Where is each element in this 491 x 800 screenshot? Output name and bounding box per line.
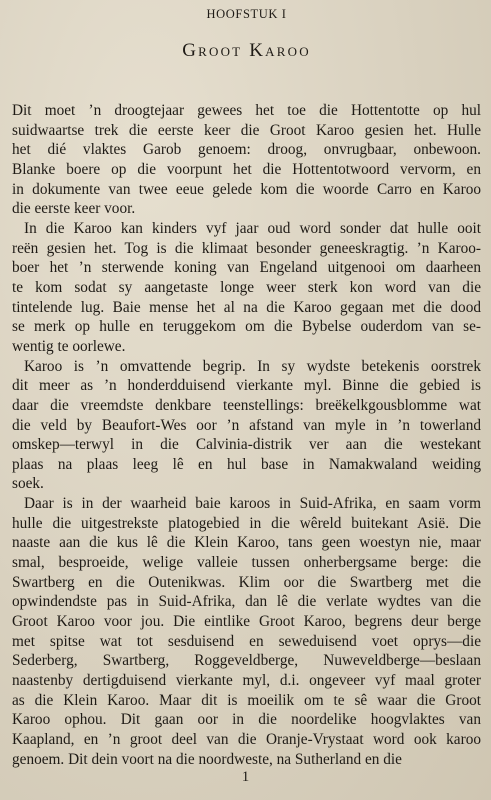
text-line: Dit moet ’n droogtejaar gewees het toe die Hottentotte op hul [12, 102, 481, 119]
text-line: boer het ’n sterwende koning van Engeland uitgenooi om daarheen [12, 259, 481, 277]
paragraph [12, 219, 481, 357]
text-line: In die Karoo kan kinders vyf jaar oud word sonder dat hulle ooit [24, 219, 481, 237]
text-line: smal, besproeide, welige valleie tussen onherbergsame berge: die [12, 554, 481, 572]
text-line: daar die vreemdste denkbare teenstellings: breëkelkgousblomme wat [12, 396, 481, 414]
text-line: Swartberg en die Outenikwas. Klim oor die Swartberg met die [12, 573, 481, 591]
chapter-title: Groot Karoo [182, 40, 311, 61]
text-line: naaste aan die kus lê die Klein Karoo, tans geen woestyn nie, maar [12, 534, 481, 552]
text-line: Daar is in der waarheid baie karoos in Suid-Afrika, en saam vorm [24, 495, 481, 513]
chapter-heading: HOOFSTUK I [206, 7, 287, 21]
text-line: die eerste keer voor. [12, 200, 136, 218]
text-line: Sederberg, Swartberg, Roggeveldberge, Nuweveldberge—beslaan [12, 652, 481, 670]
body-text [12, 101, 481, 769]
text-line: Kaapland, en ’n groot deel van die Oranje-Vrystaat word ook karoo [12, 731, 481, 748]
text-line: wentig te oorlewe. [12, 337, 126, 355]
text-line: naastenby dertigduisend vierkante myl, d.i. ongeveer vyf maal groter [12, 672, 481, 690]
page-number: 1 [241, 769, 250, 785]
text-line: tintelende lug. Baie mense het al na die Karoo gegaan met die dood [12, 298, 481, 316]
text-line: genoem. Dit dein voort na die noordweste, na Sutherland en die [12, 750, 402, 768]
text-line: die veld by Beaufort-Wes oor ’n afstand van myle in ’n towerland [12, 416, 481, 434]
text-line: met spitse wat tot sesduisend en seweduisend voet oprys—die [12, 632, 481, 650]
text-line: Karoo ophou. Dit gaan oor in die noordelike hoogvlaktes van [12, 711, 481, 729]
text-line: plaas na plaas leeg lê en hul base in Namakwaland weiding [12, 455, 481, 473]
text-line: Karoo is ’n omvattende begrip. In sy wydste betekenis oorstrek [24, 357, 481, 375]
text-line: soek. [12, 475, 44, 493]
text-line: te kom sodat sy aangetaste longe weer sterk kon word van die [12, 278, 481, 296]
text-line: Groot Karoo voor jou. Die eintlike Groot Karoo, begrens deur berge [12, 613, 481, 631]
text-line: in dokumente van twee eeue gelede kom die woorde Carro en Karoo [12, 180, 481, 198]
paragraph [12, 494, 481, 769]
text-line: reën gesien het. Tog is die klimaat besonder geneeskragtig. ’n Karoo- [12, 239, 481, 257]
text-line: hulle die uitgestrekste platogebied in die wêreld buitekant Asië. Die [12, 514, 481, 532]
text-line: as die Klein Karoo. Maar dit is moeilik om te sê waar die Groot [12, 691, 481, 709]
text-line: se merk op hulle en teruggekom om die Bybelse ouderdom van se- [12, 318, 481, 336]
text-line: opwindendste pas in Suid-Afrika, dan lê die verlate wydtes van die [12, 593, 481, 611]
text-line: suidwaartse trek die eerste keer die Groot Karoo gesien het. Hulle [12, 121, 481, 139]
text-line: Blanke boere op die voorpunt het die Hottentotwoord vervorm, en [12, 160, 481, 178]
text-line: omskep—terwyl in die Calvinia-distrik ver aan die westekant [12, 436, 481, 454]
text-line: het dié vlaktes Garob genoem: droog, onvrugbaar, onbewoon. [12, 141, 481, 159]
paragraph [12, 357, 481, 495]
paragraph [12, 101, 481, 219]
text-line: dit meer as ’n honderdduisend vierkante myl. Binne die gebied is [12, 377, 481, 395]
